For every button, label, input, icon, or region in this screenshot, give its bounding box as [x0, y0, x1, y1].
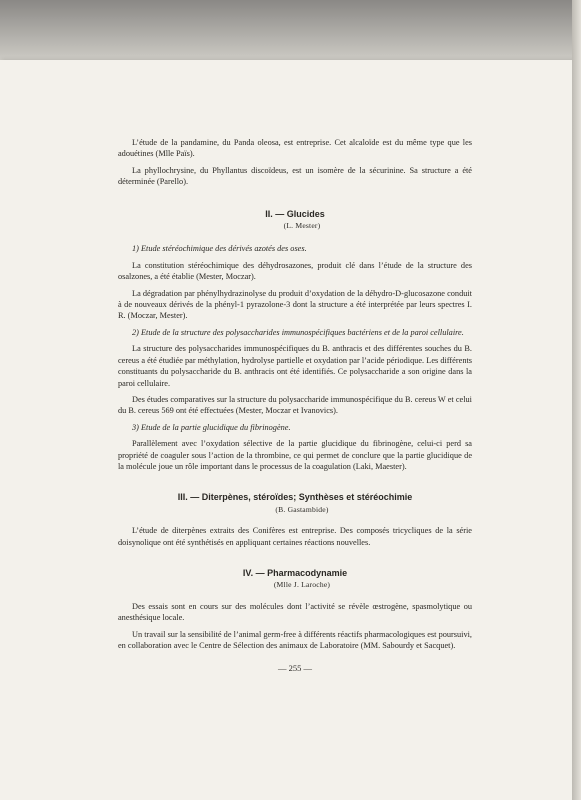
page-content [118, 137, 472, 675]
subsection-title-3: 3) Etude de la partie glucidique du fibrinogène. [132, 422, 291, 432]
paragraph-fibrinogen: Parallèlement avec l’oxydation sélective de la partie glucidique du fibrinogène, celui-ci perd sa propriété de coaguler sous l’action de la thrombine, ce qui permet de conclure que la partie glucidique de la molécule joue un rôle important dans le processus de la coagulation (Laki, Maester). [118, 439, 472, 471]
paragraph-osazones: La constitution stéréochimique des déhydrosazones, produit clé dans l’étude de la structure des osalzones, a été établie (Mester, Moczar). [118, 260, 472, 282]
paragraph-diterpenes: L’étude de diterpènes extraits des Conifères est entreprise. Des composés tricycliques de la série doisynolique ont été synthétisés en appliquant certaines réactions nouvelles. [118, 526, 472, 547]
section-heading-diterpenes: III. — Diterpènes, stéroïdes; Synthèses et stéréochimie [177, 492, 413, 503]
paragraph-pandamine: L’étude de la pandamine, du Panda oleosa, est entreprise. Cet alcaloïde est du même type que les adouétines (Mlle Païs). [118, 138, 472, 159]
section-author: (B. Gastambide) [275, 504, 329, 514]
paragraph-germ-free: Un travail sur la sensibilité de l’animal germ-free à différents réactifs pharmacologiques est poursuivi, en collaboration avec le Centre de Sélection des animaux de Laboratoire (MM. Sabourdy et Sacquet). [118, 629, 472, 650]
section-heading-pharmacodynamie: IV. — Pharmacodynamie [242, 567, 348, 578]
paragraph-degradation: La dégradation par phénylhydrazinolyse du produit d’oxydation de la déhydro-D-glucosazone conduit à de nouveaux dérivés de la phényl-1 pyrazolone-3 dont la structure a été interprétée par leurs spectres I. R. (Moczar, Mester). [118, 288, 472, 321]
paragraph-phyllochrysine: La phyllochrysine, du Phyllantus discoïdeus, est un isomère de la sécurinine. Sa structure a été déterminée (Parello). [118, 165, 472, 187]
paragraph-comparative: Des études comparatives sur la structure du polysaccharide immunospécifique du B. cereus W et celui du B. cereus 569 ont été effectuées (Mester, Moczar et Ivanovics). [118, 394, 472, 416]
page-number: — 255 — [278, 663, 312, 674]
subsection-title-1: 1) Etude stéréochimique des dérivés azotés des oses. [132, 244, 307, 254]
paragraph-essais: Des essais sont en cours sur des molécules dont l’activité se révèle œstrogène, spasmolytique ou anesthésique locale. [118, 601, 472, 623]
section-author: (Mlle J. Laroche) [273, 580, 331, 590]
section-author: (L. Mester) [283, 221, 321, 231]
page-edge [572, 0, 581, 800]
paragraph-polysaccharides: La structure des polysaccharides immunospécifiques du B. anthracis et des différentes souches du B. cereus a été étudiée par méthylation, hydrolyse partielle et oxydation par l’acide périodique. Les différents constituants du polysaccharide du B. anthracis ont été identifiés. Ce polysaccharide a son origine dans la paroi cellulaire. [118, 344, 472, 388]
subsection-title-2: 2) Etude de la structure des polysaccharides immunospécifiques bactériens et de la paroi cellulaire. [132, 327, 464, 337]
section-heading-glucides: II. — Glucides [265, 208, 325, 219]
